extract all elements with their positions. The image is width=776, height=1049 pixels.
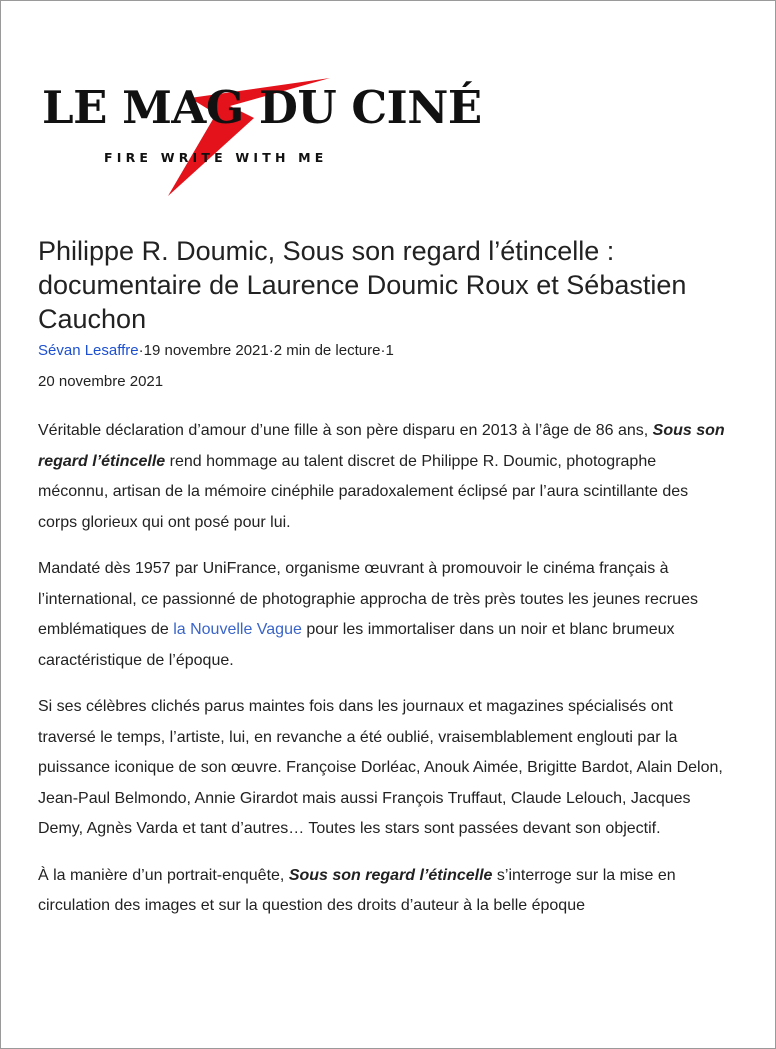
article-updated-date: 20 novembre 2021	[38, 373, 164, 390]
paragraph-4-text-a: À la manière d’un portrait-enquête,	[38, 866, 289, 884]
paragraph-2-text-b: pour les immortaliser dans un noir et blanc brumeux caractéristique de l’époque.	[38, 621, 675, 669]
film-title-emphasis: Sous son regard l’étincelle	[38, 422, 725, 470]
article-meta	[38, 341, 738, 361]
paragraph-1	[38, 416, 728, 538]
paragraph-4	[38, 861, 728, 922]
paragraph-2	[38, 554, 728, 676]
paragraph-2-text-a: Mandaté dès 1957 par UniFrance, organisme œuvrant à promouvoir le cinéma français à l’international, ce passionné de photographie approcha de très près toutes les jeunes recrues emblématiques de	[38, 560, 698, 638]
paragraph-4-text-b: s’interroge sur la mise en circulation des images et sur la question des droits d’auteur à la belle époque	[38, 866, 676, 914]
paragraph-1-text-a: Véritable déclaration d’amour d’une fille à son père disparu en 2013 à l’âge de 86 ans,	[38, 422, 653, 439]
site-logo[interactable]	[40, 74, 482, 204]
logo-tagline: FIRE WRITE WITH ME	[104, 150, 328, 165]
article-meta-details: ·19 novembre 2021·2 min de lecture·1	[138, 342, 394, 359]
author-link[interactable]: Sévan Lesaffre	[38, 342, 139, 359]
article-body	[38, 416, 728, 938]
film-title-emphasis-2: Sous son regard l’étincelle	[288, 866, 493, 884]
logo-wordmark: LE MAG DU CINÉ	[42, 81, 482, 134]
paragraph-3: Si ses célèbres clichés parus maintes fois dans les journaux et magazines spécialisés ont traversé le temps, l’artiste, lui, en revanche a été oublié, vraisemblablement englouti par la puissance iconique de son œuvre. Françoise Dorléac, Anouk Aimée, Brigitte Bardot, Alain Delon, Jean-Paul Belmondo, Annie Girardot mais aussi François Truffaut, Claude Lelouch, Jacques Demy, Agnès Varda et tant d’autres… Toutes les stars sont passées devant son objectif.	[38, 698, 723, 837]
nouvelle-vague-link[interactable]: la Nouvelle Vague	[173, 621, 302, 638]
paragraph-1-text-b: rend hommage au talent discret de Philippe R. Doumic, photographe méconnu, artisan de la mémoire cinéphile paradoxalement éclipsé par l’aura scintillante des corps glorieux qui ont posé pour lui.	[38, 452, 689, 531]
article-title: Philippe R. Doumic, Sous son regard l’étincelle : documentaire de Laurence Doumic Roux et Sébastien Cauchon	[38, 236, 687, 334]
